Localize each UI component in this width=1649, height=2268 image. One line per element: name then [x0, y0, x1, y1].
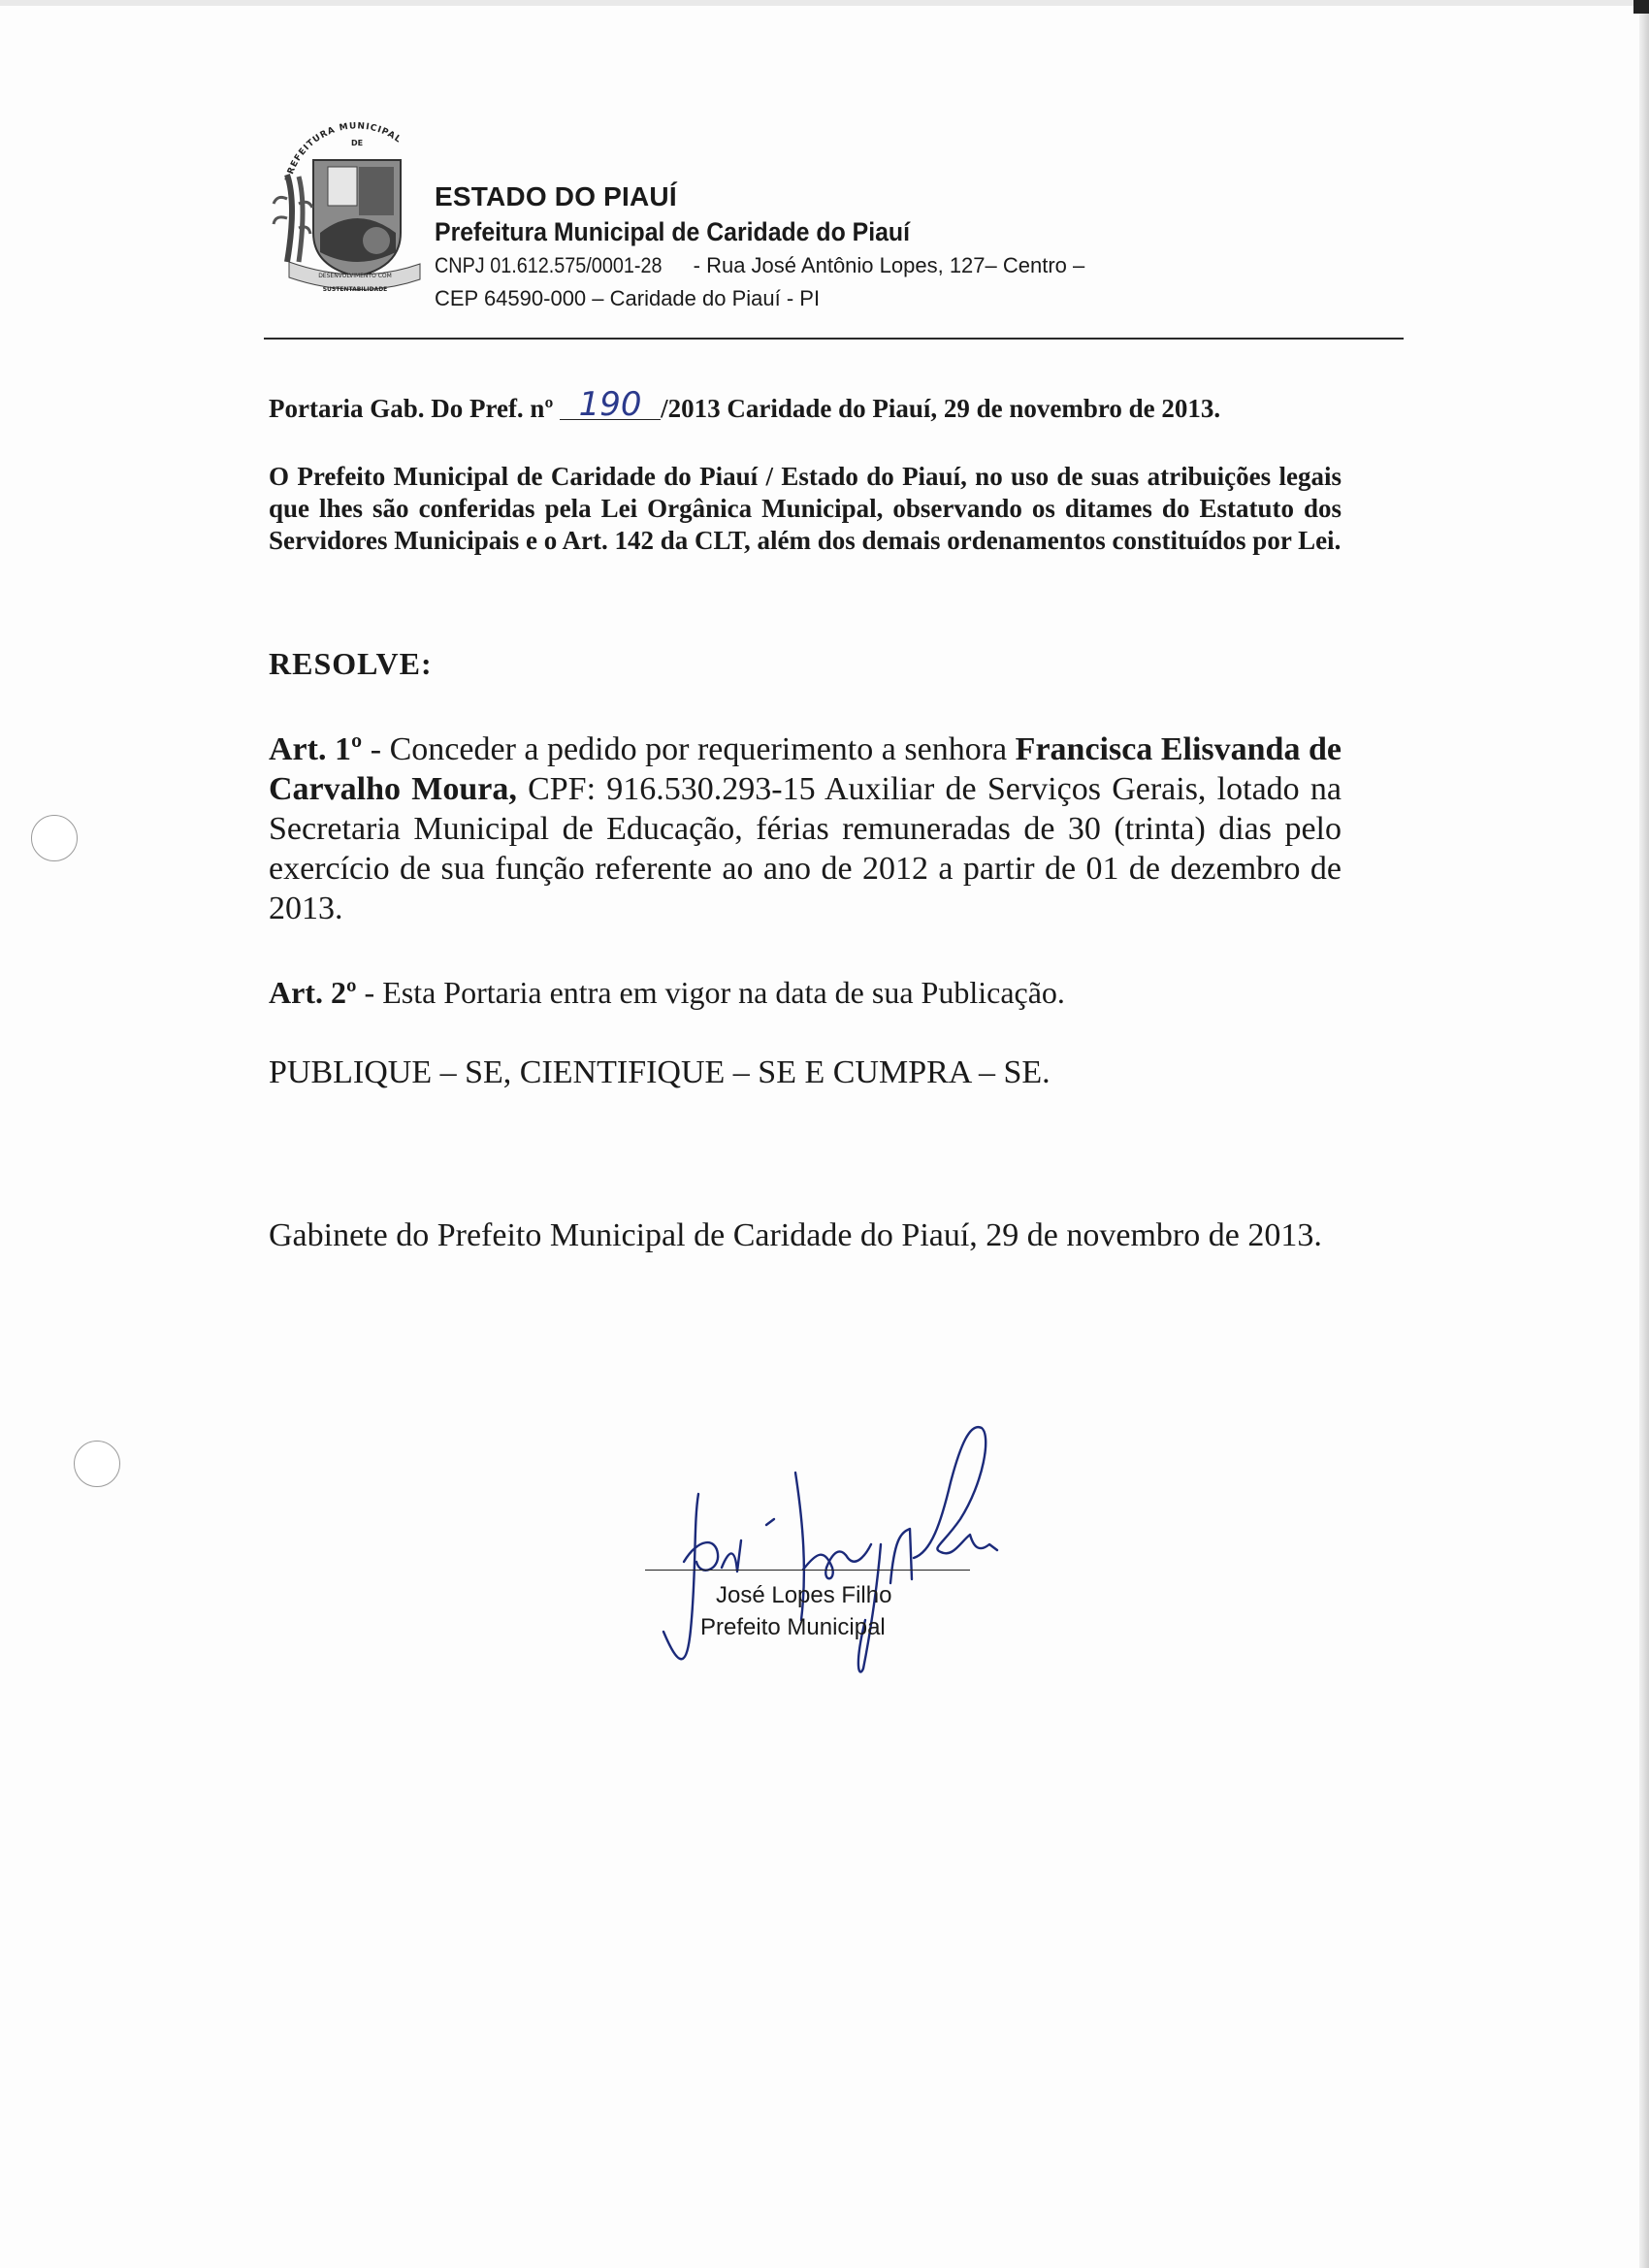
svg-text:DE: DE [350, 139, 364, 147]
publish-clause: PUBLIQUE – SE, CIENTIFIQUE – SE E CUMPRA – SE. [269, 1054, 1051, 1090]
employee-name: Francisca Elisvanda de Carvalho Moura, [269, 731, 1342, 807]
letterhead-address-line-1 [435, 249, 1084, 282]
header-divider [264, 338, 1404, 340]
resolve-heading: RESOLVE: [269, 646, 433, 681]
svg-text:PREFEITURA MUNICIPAL: PREFEITURA MUNICIPAL [283, 121, 404, 183]
handwritten-signature [640, 1377, 1135, 1698]
punch-hole-lower [74, 1441, 120, 1487]
svg-text:SUSTENTABILIDADE: SUSTENTABILIDADE [322, 286, 388, 293]
ordinance-number-handwritten: 190 [560, 390, 661, 420]
article-2-text: - Esta Portaria entra em vigor na data de sua Publicação. [356, 975, 1065, 1010]
ordinance-prefix: Portaria Gab. Do Pref. nº [269, 394, 561, 423]
closing-paragraph: Gabinete do Prefeito Municipal de Caridade do Piauí, 29 de novembro de 2013. [269, 1217, 1322, 1253]
address-street: - Rua José Antônio Lopes, 127– Centro – [687, 253, 1085, 277]
signatory-role: Prefeito Municipal [700, 1614, 886, 1640]
letterhead-address-line-2: CEP 64590-000 – Caridade do Piauí - PI [435, 286, 821, 310]
preamble-paragraph: O Prefeito Municipal de Caridade do Piauí / Estado do Piauí, no uso de suas atribuições legais que lhes são conferidas pela Lei Orgânica Municipal, observando os ditames do Estatuto dos Servidores Municipais e o Art. 142 da CLT, além dos demais ordenamentos constituídos por Lei. [269, 462, 1342, 555]
scan-edge-top [0, 0, 1649, 6]
article-2-label: Art. 2º [269, 975, 357, 1010]
article-2 [269, 973, 1065, 1013]
svg-text:DESENVOLVIMENTO COM: DESENVOLVIMENTO COM [318, 273, 392, 279]
article-1-text-b: CPF: 916.530.293-15 Auxiliar de Serviços Gerais, lotado na Secretaria Municipal de Educação, férias remuneradas de 30 (trinta) dias pelo exercício de sua função referente ao ano de 2012 a partir de 01 de dezembro de 2013. [269, 771, 1342, 926]
municipal-seal-logo [270, 107, 435, 301]
ordinance-suffix: /2013 Caridade do Piauí, 29 de novembro de 2013. [661, 394, 1221, 423]
punch-hole-upper [31, 815, 78, 861]
article-1 [269, 729, 1342, 928]
cnpj: CNPJ 01.612.575/0001-28 [435, 253, 663, 277]
letterhead [435, 179, 1084, 315]
article-1-text-a: - Conceder a pedido por requerimento a senhora [362, 731, 1016, 767]
prefecture-name: Prefeitura Municipal de Caridade do Piauí [435, 217, 911, 246]
signatory-name: José Lopes Filho [716, 1582, 892, 1608]
signature-line [645, 1570, 970, 1571]
scan-corner [1633, 0, 1649, 14]
article-1-label: Art. 1º [269, 731, 363, 767]
ordinance-title [269, 385, 1221, 424]
scan-edge-right [1639, 0, 1649, 2268]
state-name: ESTADO DO PIAUÍ [435, 181, 677, 211]
